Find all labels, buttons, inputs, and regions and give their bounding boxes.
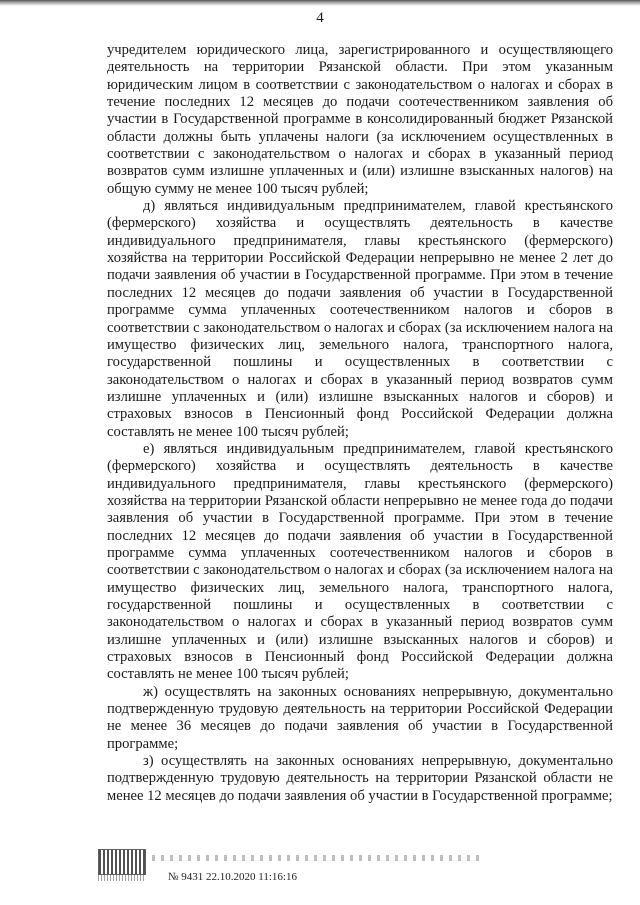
paragraph-item-z: з) осуществлять на законных основаниях непрерывную, документально подтвержденную трудовую деятельность на территории Рязанской области не менее 12 месяцев до подачи заявления об участии в Государственной программе; <box>107 753 613 804</box>
document-footer <box>98 847 618 887</box>
stamp-caption-mark <box>98 875 144 881</box>
stamp-logo-icon <box>98 849 146 875</box>
document-body <box>107 42 613 805</box>
scan-edge <box>0 0 640 6</box>
paragraph-item-zh: ж) осуществлять на законных основаниях непрерывную, документально подтвержденную трудовую деятельность на территории Российской Федерации не менее 36 месяцев до подачи заявления об участии в Государственной программе; <box>107 683 613 752</box>
paragraph-item-e: е) являться индивидуальным предпринимателем, главой крестьянского (фермерского) хозяйства и осуществлять деятельность в качестве индивидуального предпринимателя, главы крестьянского (фермерского) хозяйства на территории Рязанской области непрерывно не менее года до подачи заявления об участии в Государственной программе. При этом в течение последних 12 месяцев до подачи заявления об участии в Государственной программе сумма уплаченных соотечественником налогов и сборов в соответствии с законодательством о налогах и сборах (за исключением налога на имущество физических лиц, земельного налога, транспортного налога, государственной пошлины и осуществленных в соответствии с законодательством о налогах и сборах в указанный период возвратов сумм излишне уплаченных и (или) излишне взысканных налогов и сборов) и страховых взносов в Пенсионный фонд Российской Федерации должна составлять не менее 100 тысяч рублей; <box>107 440 613 683</box>
registration-reference: № 9431 22.10.2020 11:16:16 <box>168 871 297 883</box>
paragraph-continuation: учредителем юридического лица, зарегистрированного и осуществляющего деятельность на территории Рязанской области. При этом указанным юридическим лицом в соответствии с законодательством о налогах и сборах в течение последних 12 месяцев до подачи соотечественником заявления об участии в Государственной программе в консолидированный бюджет Рязанской области должны быть уплачены налоги (за исключением осуществленных в соответствии с законодательством о налогах и сборах в указанный период возвратов сумм излишне уплаченных и (или) излишне взысканных налогов) на общую сумму не менее 100 тысяч рублей; <box>107 42 613 197</box>
paragraph-item-d: д) являться индивидуальным предпринимателем, главой крестьянского (фермерского) хозяйства и осуществлять деятельность в качестве индивидуального предпринимателя, главы крестьянского (фермерского) хозяйства на территории Российской Федерации непрерывно не менее 2 лет до подачи заявления об участии в Государственной программе. При этом в течение последних 12 месяцев до подачи заявления об участии в Государственной программе сумма уплаченных соотечественником налогов и сборов в соответствии с законодательством о налогах и сборах (за исключением налога на имущество физических лиц, земельного налога, транспортного налога, государственной пошлины и осуществленных в соответствии с законодательством о налогах и сборах в указанный период возвратов сумм излишне уплаченных и (или) излишне взысканных налогов и сборов) и страховых взносов в Пенсионный фонд Российской Федерации должна составлять не менее 100 тысяч рублей; <box>107 198 613 440</box>
faded-footer-line <box>152 855 482 861</box>
page-number: 4 <box>316 10 324 26</box>
